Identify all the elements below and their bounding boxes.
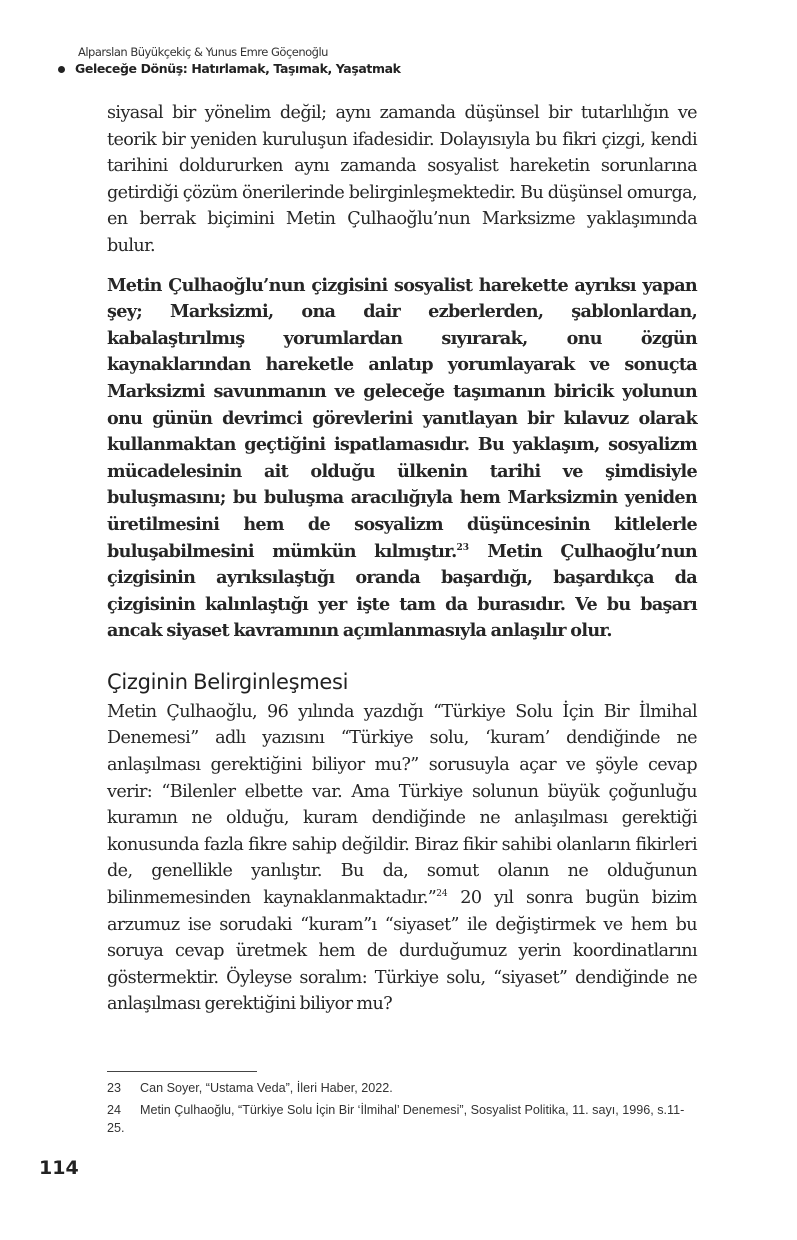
page-number: 114	[39, 1157, 79, 1179]
running-header	[57, 45, 401, 77]
paragraph-2-part-b: Metin Çulhaoğlu’nun çizgisinin ayrıksılaştığı oranda başardığı, başardıkça da çizgisinin kalınlaştığı yer işte tam da burasıdır. Ve bu başarı ancak siyaset kavramının açımlanmasıyla anlaşılır olur.	[107, 540, 698, 642]
footnote-text: Metin Çulhaoğlu, “Türkiye Solu İçin Bir ‘İlmihal’ Denemesi”, Sosyalist Politika, 11. sayı, 1996, s.11-25.	[107, 1103, 685, 1135]
footnote-divider	[107, 1071, 257, 1072]
paragraph-3-part-a: Metin Çulhaoğlu, 96 yılında yazdığı “Türkiye Solu İçin Bir İlmihal Denemesi” adlı yazısını “Türkiye solu, ‘kuram’ dendiğinde ne anlaşılması gerektiğini biliyor mu?” sorusuyla açar ve şöyle cevap verir: “Bilenler elbette var. Ama Türkiye solunun büyük çoğunluğu kuramın ne olduğu, kuram dendiğinde ne anlaşılması gerektiği konusunda fazla fikre sahip değildir. Biraz fikir sahibi olanların fikirleri de, genellikle yanlıştır. Bu da, somut olanın ne olduğunun bilinmemesinden kaynaklanmaktadır.”	[107, 701, 697, 909]
footnote-number: 23	[107, 1081, 122, 1095]
footnote-number: 24	[107, 1103, 122, 1117]
footnotes	[107, 1079, 697, 1141]
footnote-ref-24[interactable]: 24	[436, 889, 448, 900]
paragraph-2-bold	[107, 273, 697, 645]
section-heading: Çizginin Belirginleşmesi	[107, 669, 349, 694]
footnote-text: Can Soyer, “Ustama Veda”, İleri Haber, 2022.	[140, 1081, 393, 1095]
header-book-title: Geleceğe Dönüş: Hatırlamak, Taşımak, Yaşatmak	[75, 61, 401, 76]
paragraph-3	[107, 699, 697, 1018]
header-book-title-line	[57, 61, 401, 77]
footnote-23	[107, 1079, 697, 1097]
footnote-24	[107, 1101, 697, 1137]
bullet-icon	[58, 66, 65, 73]
paragraph-2-part-a: Metin Çulhaoğlu’nun çizgisini sosyalist harekette ayrıksı yapan şey; Marksizmi, ona dair ezberlerden, şablonlardan, kabalaştırılmış yorumlardan sıyırarak, onu özgün kaynaklarından hareketle anlatıp yorumlayarak ve sonuçta Marksizmi savunmanın ve geleceğe taşımanın biricik yolunun onu günün devrimci görevlerini yanıtlayan bir kılavuz olarak kullanmaktan geçtiğini ispatlamasıdır. Bu yaklaşım, sosyalizm mücadelesinin ait olduğu ülkenin tarihi ve şimdisiyle buluşmasını; bu buluşma aracılığıyla hem Marksizmin yeniden üretilmesini hem de sosyalizm düşüncesinin kitlelerle buluşabilmesini mümkün kılmıştır.	[107, 274, 697, 562]
paragraph-1: siyasal bir yönelim değil; aynı zamanda düşünsel bir tutarlılığın ve teorik bir yeniden kuruluşun ifadesidir. Dolayısıyla bu fikri çizgi, kendi tarihini doldururken aynı zamanda sosyalist hareketin sorunlarına getirdiği çözüm önerilerinde belirginleşmektedir. Bu düşünsel omurga, en berrak biçimini Metin Çulhaoğlu’nun Marksizme yaklaşımında bulur.	[107, 103, 697, 256]
header-authors: Alparslan Büyükçekiç & Yunus Emre Göçenoğlu	[78, 45, 328, 59]
footnote-ref-23[interactable]: 23	[456, 542, 470, 553]
paragraph-3-part-b: 20 yıl sonra bugün bizim arzumuz ise sorudaki “kuram”ı “siyaset” ile değiştirmek ve hem bu soruya cevap üretmek hem de durduğumuz yerin koordinatlarını göstermektir. Öyleyse soralım: Türkiye solu, “siyaset” dendiğinde ne anlaşılması gerektiğini biliyor mu?	[107, 888, 697, 1015]
page-body	[107, 100, 697, 1018]
